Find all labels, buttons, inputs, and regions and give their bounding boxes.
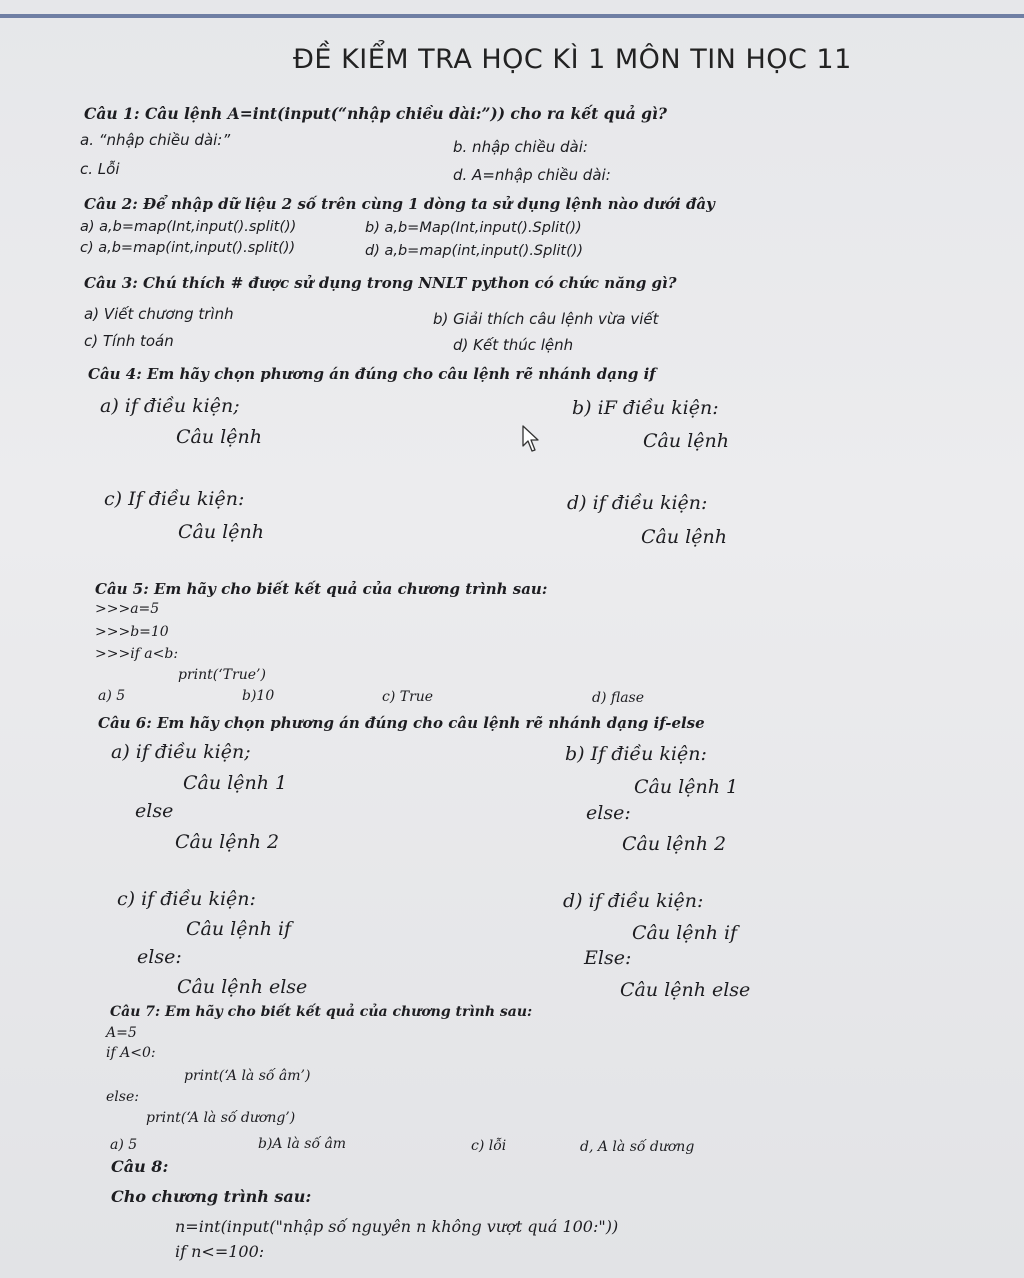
q2-option-c: c) a,b=map(int,input().split()) bbox=[80, 240, 296, 256]
q5-option-a: a) 5 bbox=[98, 688, 126, 704]
q5-code-line-3: >>>if a<b: bbox=[95, 646, 179, 662]
q3-option-c: c) Tính toán bbox=[84, 332, 174, 350]
question-3: Câu 3: Chú thích # được sử dụng trong NNLT python có chức năng gì? bbox=[84, 274, 677, 292]
q5-code-line-2: >>>b=10 bbox=[95, 624, 169, 640]
q3-option-b: b) Giải thích câu lệnh vừa viết bbox=[433, 310, 659, 328]
question-2: Câu 2: Để nhập dữ liệu 2 số trên cùng 1 dòng ta sử dụng lệnh nào dưới đây bbox=[84, 195, 715, 213]
page-title: ĐỀ KIỂM TRA HỌC KÌ 1 MÔN TIN HỌC 11 bbox=[293, 44, 852, 75]
question-4: Câu 4: Em hãy chọn phương án đúng cho câu lệnh rẽ nhánh dạng if bbox=[88, 365, 656, 383]
q7-option-d: d, A là số dương bbox=[580, 1139, 695, 1155]
q4-option-d-body: Câu lệnh bbox=[641, 526, 727, 548]
q4-option-c-body: Câu lệnh bbox=[178, 521, 264, 543]
q2-option-b: b) a,b=Map(Int,input().Split()) bbox=[365, 220, 582, 236]
q1-option-b: b. nhập chiều dài: bbox=[453, 138, 588, 156]
q7-code-line-2: if A<0: bbox=[106, 1045, 156, 1061]
q7-code-line-3: print(‘A là số âm’) bbox=[184, 1068, 311, 1084]
question-7: Câu 7: Em hãy cho biết kết quả của chương trình sau: bbox=[110, 1004, 533, 1020]
q6-option-c-stmt2: Câu lệnh else bbox=[177, 976, 308, 998]
q5-option-c: c) True bbox=[382, 689, 434, 705]
q7-code-line-5: print(‘A là số dương’) bbox=[146, 1110, 296, 1126]
question-8: Câu 8: bbox=[111, 1157, 169, 1176]
question-6: Câu 6: Em hãy chọn phương án đúng cho câu lệnh rẽ nhánh dạng if-else bbox=[98, 714, 705, 732]
q7-option-a: a) 5 bbox=[110, 1137, 138, 1153]
q6-option-a-stmt2: Câu lệnh 2 bbox=[175, 831, 280, 853]
q5-option-d: d) flase bbox=[592, 690, 645, 706]
q6-option-c-head: c) if điều kiện: bbox=[117, 888, 256, 910]
q4-option-d-head: d) if điều kiện: bbox=[567, 492, 708, 514]
q3-option-d: d) Kết thúc lệnh bbox=[453, 336, 574, 354]
q8-code-line-1: n=int(input("nhập số nguyên n không vượt quá 100:")) bbox=[175, 1217, 619, 1236]
q4-option-b-head: b) iF điều kiện: bbox=[572, 397, 719, 419]
q6-option-a-stmt1: Câu lệnh 1 bbox=[183, 772, 288, 794]
q3-option-a: a) Viết chương trình bbox=[84, 305, 234, 323]
question-1: Câu 1: Câu lệnh A=int(input(“nhập chiều dài:”)) cho ra kết quả gì? bbox=[84, 104, 667, 123]
q7-option-c: c) lỗi bbox=[471, 1138, 507, 1154]
q7-option-b: b)A là số âm bbox=[258, 1136, 347, 1152]
q6-option-d-stmt1: Câu lệnh if bbox=[632, 922, 738, 944]
q6-option-b-stmt2: Câu lệnh 2 bbox=[622, 833, 727, 855]
q4-option-a-head: a) if điều kiện; bbox=[100, 395, 240, 417]
q5-code-line-1: >>>a=5 bbox=[95, 601, 160, 617]
q1-option-a: a. “nhập chiều dài:” bbox=[80, 131, 231, 149]
top-border bbox=[0, 14, 1024, 18]
q5-code-line-4: print(‘True’) bbox=[178, 667, 266, 683]
q6-option-c-else: else: bbox=[137, 946, 182, 968]
q4-option-a-body: Câu lệnh bbox=[176, 426, 262, 448]
q6-option-d-else: Else: bbox=[584, 947, 632, 969]
q7-code-line-1: A=5 bbox=[106, 1025, 137, 1041]
q1-option-d: d. A=nhập chiều dài: bbox=[453, 166, 611, 184]
q4-option-c-head: c) If điều kiện: bbox=[104, 488, 245, 510]
q6-option-b-stmt1: Câu lệnh 1 bbox=[634, 776, 739, 798]
q6-option-c-stmt1: Câu lệnh if bbox=[186, 918, 292, 940]
q6-option-d-head: d) if điều kiện: bbox=[563, 890, 704, 912]
q7-code-line-4: else: bbox=[106, 1089, 139, 1105]
q6-option-d-stmt2: Câu lệnh else bbox=[620, 979, 751, 1001]
q2-option-d: d) a,b=map(int,input().Split()) bbox=[365, 243, 584, 259]
q2-option-a: a) a,b=map(Int,input().split()) bbox=[80, 219, 297, 235]
q6-option-b-else: else: bbox=[586, 802, 631, 824]
q8-intro: Cho chương trình sau: bbox=[111, 1187, 312, 1206]
q1-option-c: c. Lỗi bbox=[80, 160, 120, 178]
q6-option-b-head: b) If điều kiện: bbox=[565, 743, 707, 765]
q6-option-a-head: a) if điều kiện; bbox=[111, 741, 251, 763]
q4-option-b-body: Câu lệnh bbox=[643, 430, 729, 452]
q8-code-line-2: if n<=100: bbox=[175, 1242, 265, 1261]
q5-option-b: b)10 bbox=[242, 688, 275, 704]
mouse-cursor-icon bbox=[522, 425, 540, 453]
q6-option-a-else: else bbox=[135, 800, 174, 822]
question-5: Câu 5: Em hãy cho biết kết quả của chương trình sau: bbox=[95, 580, 548, 598]
